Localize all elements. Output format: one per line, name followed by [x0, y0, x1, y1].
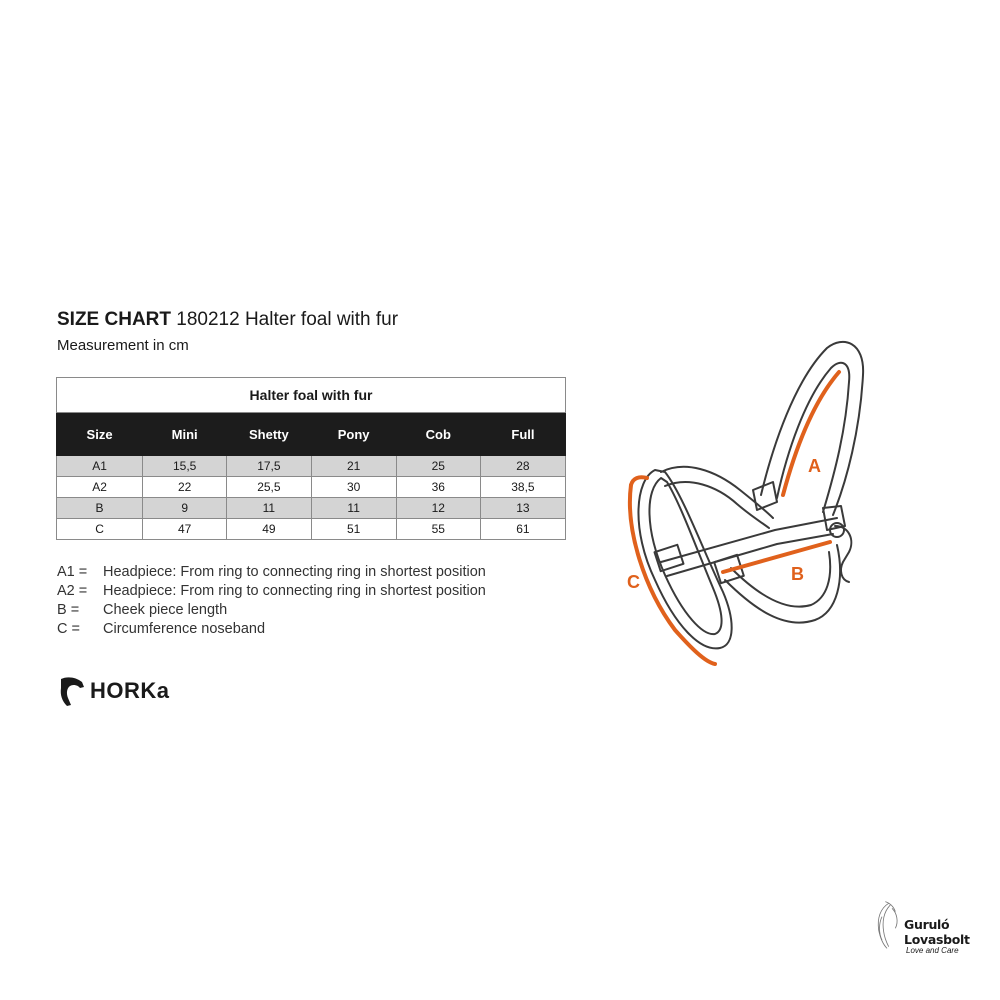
table-cell: 15,5 — [143, 456, 227, 477]
table-header-cell: Size — [57, 413, 143, 456]
legend-item — [57, 620, 486, 639]
table-header-cell: Shetty — [227, 413, 311, 456]
table-row — [57, 456, 566, 477]
store-tagline: Love and Care — [906, 946, 959, 955]
table-caption-row — [57, 378, 566, 413]
legend-text: Circumference noseband — [103, 621, 266, 637]
page-subtitle: Measurement in cm — [57, 337, 189, 354]
table-cell: 11 — [227, 498, 311, 519]
horse-head-logo-icon — [58, 675, 86, 707]
table-cell: 49 — [227, 519, 311, 540]
legend-key: B = — [57, 602, 80, 618]
table-cell: 25 — [396, 456, 480, 477]
size-table — [56, 377, 566, 540]
store-name: Guruló Lovasbolt — [904, 917, 970, 947]
label-c: C — [627, 572, 640, 592]
table-cell: C — [57, 519, 143, 540]
headpiece-keeper — [753, 482, 777, 510]
halter-diagram — [605, 330, 875, 680]
table-cell: A1 — [57, 456, 143, 477]
table-cell: 51 — [311, 519, 396, 540]
table-header-cell: Pony — [311, 413, 396, 456]
table-cell: 17,5 — [227, 456, 311, 477]
table-cell: 13 — [480, 498, 565, 519]
legend-item — [57, 601, 486, 620]
brand-name: HORKa — [90, 678, 170, 703]
table-cell: 38,5 — [480, 477, 565, 498]
table-row — [57, 477, 566, 498]
table-cell: A2 — [57, 477, 143, 498]
table-cell: 12 — [396, 498, 480, 519]
table-cell: 22 — [143, 477, 227, 498]
legend-text: Cheek piece length — [103, 602, 228, 618]
legend-key: C = — [57, 621, 80, 637]
label-a: A — [808, 456, 821, 476]
headpiece-inner — [777, 363, 849, 512]
table-caption: Halter foal with fur — [57, 378, 566, 413]
store-logo — [872, 895, 1000, 955]
table-header-row — [57, 413, 566, 456]
measurement-legend — [57, 563, 486, 639]
measure-b-line — [723, 542, 830, 572]
legend-key: A2 = — [57, 583, 88, 599]
cheek-strap-inner — [667, 534, 833, 576]
table-cell: 36 — [396, 477, 480, 498]
table-header-cell: Cob — [396, 413, 480, 456]
table-row — [57, 498, 566, 519]
table-header-cell: Full — [480, 413, 565, 456]
table-cell: 11 — [311, 498, 396, 519]
table-cell: 55 — [396, 519, 480, 540]
table-cell: 21 — [311, 456, 396, 477]
table-cell: 30 — [311, 477, 396, 498]
legend-item — [57, 563, 486, 582]
measure-a-line — [783, 372, 839, 495]
noseband-outer — [638, 470, 731, 648]
legend-item — [57, 582, 486, 601]
legend-text: Headpiece: From ring to connecting ring in shortest position — [103, 564, 486, 580]
page-title — [57, 309, 398, 331]
table-cell: 47 — [143, 519, 227, 540]
store-text — [904, 917, 1000, 955]
legend-key: A1 = — [57, 564, 88, 580]
table-cell: 9 — [143, 498, 227, 519]
table-cell: 25,5 — [227, 477, 311, 498]
table-cell: 28 — [480, 456, 565, 477]
table-header-cell: Mini — [143, 413, 227, 456]
title-bold: SIZE CHART — [57, 309, 171, 330]
horka-logo — [58, 675, 170, 707]
title-rest: 180212 Halter foal with fur — [176, 309, 399, 330]
table-cell: 61 — [480, 519, 565, 540]
table-cell: B — [57, 498, 143, 519]
horse-silhouette-icon — [872, 895, 902, 955]
table-row — [57, 519, 566, 540]
label-b: B — [791, 564, 804, 584]
legend-text: Headpiece: From ring to connecting ring in shortest position — [103, 583, 486, 599]
